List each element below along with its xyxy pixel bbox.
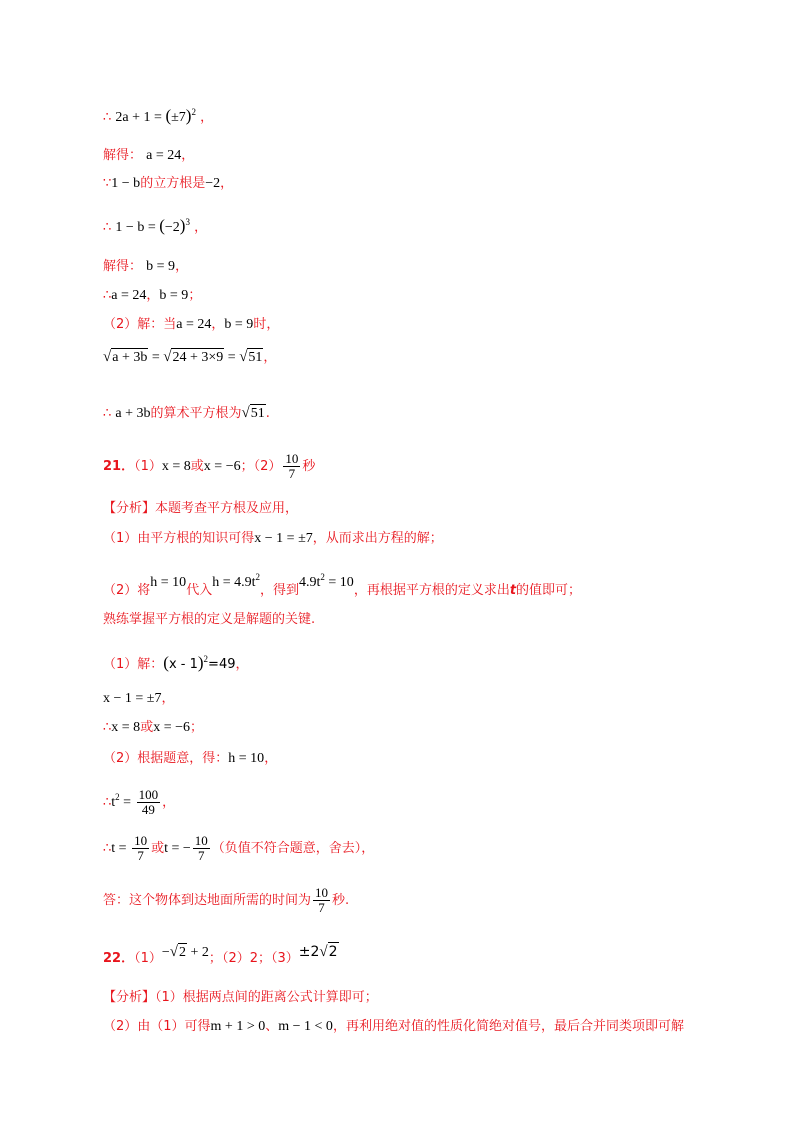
line-13: [103, 568, 581, 600]
equation: a = 24: [146, 148, 182, 163]
equation: 1 − b =: [115, 220, 160, 235]
therefore-symbol: ∴: [103, 841, 112, 856]
punctuation: ，: [220, 176, 234, 191]
denominator: 7: [318, 900, 325, 915]
equation: x = 8: [161, 459, 191, 474]
text: （1）解：: [103, 657, 164, 672]
part-label: （1）: [134, 459, 162, 474]
answer-21: [103, 452, 315, 482]
punctuation: ，: [175, 259, 189, 274]
therefore-symbol: ∴: [103, 110, 112, 125]
punctuation: ，: [235, 657, 249, 672]
equals: =: [224, 350, 240, 365]
equation-inner: ±7: [171, 110, 186, 125]
equation: b = 9: [224, 317, 254, 332]
text: 的值即可；: [516, 583, 582, 598]
line-5: [103, 258, 188, 276]
line-20: [103, 832, 374, 866]
equation: 4.9t: [299, 575, 321, 590]
exponent: 2: [320, 572, 325, 582]
text: （1）由平方根的知识可得: [103, 531, 255, 546]
equation: t =: [111, 841, 131, 856]
therefore-symbol: ∴: [103, 720, 112, 735]
text: ，从而求出方程的解；: [312, 531, 443, 546]
part-label: （1）: [134, 951, 162, 966]
question-number: 22．: [103, 951, 135, 966]
text: （1）根据两点间的距离公式计算即可；: [155, 990, 378, 1005]
numerator: 10: [134, 833, 148, 848]
equation: h = 10: [228, 751, 265, 766]
punctuation: ，: [194, 220, 208, 235]
line-18: [103, 750, 277, 768]
text: 代入: [186, 583, 213, 598]
line-12: [103, 530, 443, 548]
text: （2）根据题意，得：: [103, 751, 229, 766]
label: 解得：: [103, 148, 143, 163]
part-label: （3）: [270, 951, 299, 966]
equation: x = −6: [203, 459, 241, 474]
equals: =: [119, 795, 135, 810]
radicand: 51: [248, 350, 263, 365]
punctuation: ；: [188, 288, 202, 303]
numerator: 100: [138, 787, 159, 802]
denominator: 7: [198, 848, 205, 863]
answer-22: 22．（1）−√2 + 2；（2）2；（3）±2√2: [103, 944, 338, 966]
analysis-22-heading: [103, 989, 378, 1007]
expression: a + 3b: [115, 406, 151, 421]
text: 熟练掌握平方根的定义是解题的关键.: [103, 612, 316, 627]
text: 【分析】本题考查平方根及应用，: [103, 501, 299, 516]
line-4: ∴ $1 - b = (-2)^3$ ，: [103, 216, 208, 235]
exponent: 2: [203, 654, 209, 664]
therefore-symbol: ∴: [103, 220, 112, 235]
numerator: 10: [315, 885, 329, 900]
line-1: ∴ $2a + 1 = (\pm 7)^2$ ，: [103, 106, 214, 125]
text: 答：这个物体到达地面所需的时间为: [103, 893, 312, 908]
punctuation: ，: [146, 288, 160, 303]
sign: −: [161, 945, 170, 960]
line-19: [103, 780, 175, 820]
radicand: a + 3b: [112, 350, 148, 365]
numerator: 10: [285, 451, 299, 466]
line-7: [103, 316, 279, 334]
text: ，得到: [260, 583, 300, 598]
equation: a = 24: [111, 288, 147, 303]
inequality: m + 1 > 0: [210, 1019, 266, 1034]
text: 或: [151, 841, 165, 856]
equation: = 10: [324, 575, 354, 590]
equation: h = 4.9t: [212, 575, 256, 590]
equals: =: [148, 350, 164, 365]
denominator: 49: [141, 802, 155, 817]
variable: t: [111, 795, 116, 810]
line-24: [103, 1018, 684, 1036]
equation: t = −: [164, 841, 191, 856]
equation: x − 1 = ±7: [103, 691, 162, 706]
therefore-symbol: ∴: [103, 406, 112, 421]
line-21: [103, 884, 349, 918]
expression: −2: [205, 176, 221, 191]
expression: 1 − b: [111, 176, 141, 191]
radicand: 24 + 3×9: [172, 350, 224, 365]
fraction: [137, 788, 161, 817]
expression: + 2: [187, 945, 209, 960]
line-16: [103, 690, 175, 708]
line-9: ∴ a + 3b的算术平方根为√51.: [103, 405, 270, 421]
value: =49: [208, 657, 236, 672]
equation: a = 24: [176, 317, 212, 332]
text: ，再根据平方根的定义求出: [353, 583, 510, 598]
equation: x − 1 = ±7: [254, 531, 313, 546]
punctuation: ；: [240, 459, 254, 474]
text: 秒.: [332, 893, 350, 908]
inequality: m − 1 < 0: [278, 1019, 333, 1034]
line-15: （1）解：(x - 1)$^2$=49，: [103, 653, 249, 672]
line-17: [103, 719, 203, 737]
denominator: 7: [288, 466, 296, 481]
therefore-symbol: ∴: [103, 795, 112, 810]
equation: x = −6: [153, 720, 190, 735]
exponent: 3: [185, 217, 190, 227]
punctuation: ，: [200, 110, 214, 125]
radicand: 2: [179, 945, 187, 960]
punctuation: ，: [161, 691, 175, 706]
part-label: （2）2；: [221, 951, 271, 966]
label: （2）解：当: [103, 317, 177, 332]
punctuation: ，: [211, 317, 225, 332]
exponent: 2: [255, 572, 260, 582]
line-14: [103, 611, 315, 629]
punctuation: ，: [263, 350, 277, 365]
equation: 2a + 1 =: [115, 110, 166, 125]
because-symbol: ∵: [103, 176, 112, 191]
line-3: [103, 175, 233, 193]
analysis-heading: [103, 500, 298, 518]
radicand: 2: [328, 944, 338, 960]
label: 解得：: [103, 259, 143, 274]
fraction: [283, 452, 300, 481]
punctuation: 、: [265, 1019, 279, 1034]
text: （2）将: [103, 583, 151, 598]
part-label: （2）: [253, 459, 282, 474]
punctuation: .: [265, 406, 270, 421]
text: （2）由（1）可得: [103, 1019, 211, 1034]
text: ，再利用绝对值的性质化简绝对值号，最后合并同类项即可解: [332, 1019, 684, 1034]
text: 的算术平方根为: [150, 406, 242, 421]
equation-inner: −2: [164, 220, 180, 235]
exponent: 2: [191, 107, 196, 117]
fraction: [313, 886, 330, 915]
text: 或: [190, 459, 204, 474]
denominator: 7: [137, 848, 144, 863]
variable: t: [509, 583, 517, 598]
line-2: [103, 147, 194, 165]
exponent: 2: [115, 792, 120, 802]
equation: b = 9: [159, 288, 189, 303]
text: 或: [140, 720, 154, 735]
label: 【分析】: [103, 990, 156, 1005]
text: 的立方根是: [140, 176, 206, 191]
punctuation: ；: [208, 951, 222, 966]
line-8: √a + 3b = √24 + 3×9 = √51，: [103, 349, 277, 365]
numerator: 10: [194, 833, 208, 848]
punctuation: ；: [190, 720, 204, 735]
radicand: 51: [250, 406, 265, 421]
fraction: [193, 834, 210, 863]
unit: 秒: [302, 459, 316, 474]
equation: x = 8: [111, 720, 141, 735]
equation: h = 10: [150, 575, 187, 590]
line-6: [103, 287, 201, 305]
punctuation: ，: [264, 751, 278, 766]
text: 时，: [253, 317, 280, 332]
fraction: [132, 834, 149, 863]
question-number: 21．: [103, 459, 135, 474]
expression: ±2: [298, 944, 320, 960]
expression: x - 1: [168, 657, 198, 672]
punctuation: ，: [181, 148, 195, 163]
equation: b = 9: [146, 259, 176, 274]
note: （负值不符合题意，舍去）: [211, 841, 362, 856]
therefore-symbol: ∴: [103, 288, 112, 303]
punctuation: ，: [361, 841, 375, 856]
punctuation: ，: [162, 795, 176, 810]
